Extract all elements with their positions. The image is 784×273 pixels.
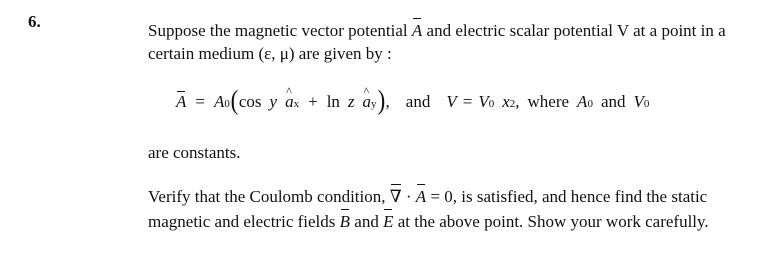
vector-E-symbol: E	[383, 208, 393, 233]
intro-text-1: Suppose the magnetic vector potential	[148, 21, 408, 40]
vector-A2-symbol: A	[416, 183, 426, 208]
eq-equals: =	[195, 92, 205, 111]
eq-A0: A	[577, 92, 588, 111]
eq-ln: ln	[326, 92, 340, 111]
question-number: 6.	[28, 12, 41, 31]
eq-where: where	[527, 92, 570, 111]
constants-line: are constants.	[148, 143, 241, 162]
eq-comma: ,	[385, 92, 390, 111]
eq-cos: cos	[238, 92, 262, 111]
eq-V0-b: V	[633, 92, 644, 111]
eq-paren-close: )	[377, 85, 385, 115]
eq-cos-var: y	[269, 92, 278, 111]
eq-comma-2: ,	[515, 92, 520, 111]
eq-coef: A	[213, 92, 225, 111]
eq-x-exp: 2	[509, 98, 516, 110]
eq-and-1: and	[405, 92, 431, 111]
verify-text-1: Verify that the Coulomb condition,	[148, 187, 386, 206]
nabla-symbol: ∇	[390, 183, 402, 208]
dot-symbol: ·	[405, 187, 412, 206]
question-intro	[148, 17, 768, 65]
eq-V0-sub: 0	[488, 98, 495, 110]
eq-ln-var: z	[347, 92, 355, 111]
verify-text-3: at the above point. Show your work carefully.	[397, 212, 709, 231]
eq-unit-y-sub: y	[371, 98, 377, 110]
vector-B-symbol: B	[340, 208, 350, 233]
vector-A-symbol: A	[412, 17, 422, 42]
eq-unit-x-sub: x	[293, 98, 300, 110]
eq-unit-y: ^ a	[363, 92, 372, 112]
eq-equals-2: =	[462, 92, 473, 111]
question-task	[148, 183, 758, 233]
verify-and: and	[354, 212, 379, 231]
eq-plus: +	[308, 92, 318, 111]
potential-equation	[176, 85, 650, 118]
verify-text-2: = 0, is satisfied, and hence find the static magnetic and electric fields	[148, 187, 708, 231]
eq-A0-sub: 0	[587, 98, 593, 110]
eq-V0-b-sub: 0	[643, 98, 650, 110]
eq-lhs-A: A	[176, 92, 187, 111]
eq-unit-x: ^ a	[285, 92, 294, 112]
eq-coef-sub: 0	[224, 98, 230, 110]
intro-text-2: and electric scalar potential V at a point in a certain medium (ε, μ) are given by :	[148, 21, 726, 63]
eq-V: V	[446, 92, 457, 111]
eq-V0: V	[478, 92, 489, 111]
eq-and-2: and	[600, 92, 626, 111]
eq-paren-open: (	[230, 85, 239, 115]
eq-x: x	[502, 92, 510, 111]
